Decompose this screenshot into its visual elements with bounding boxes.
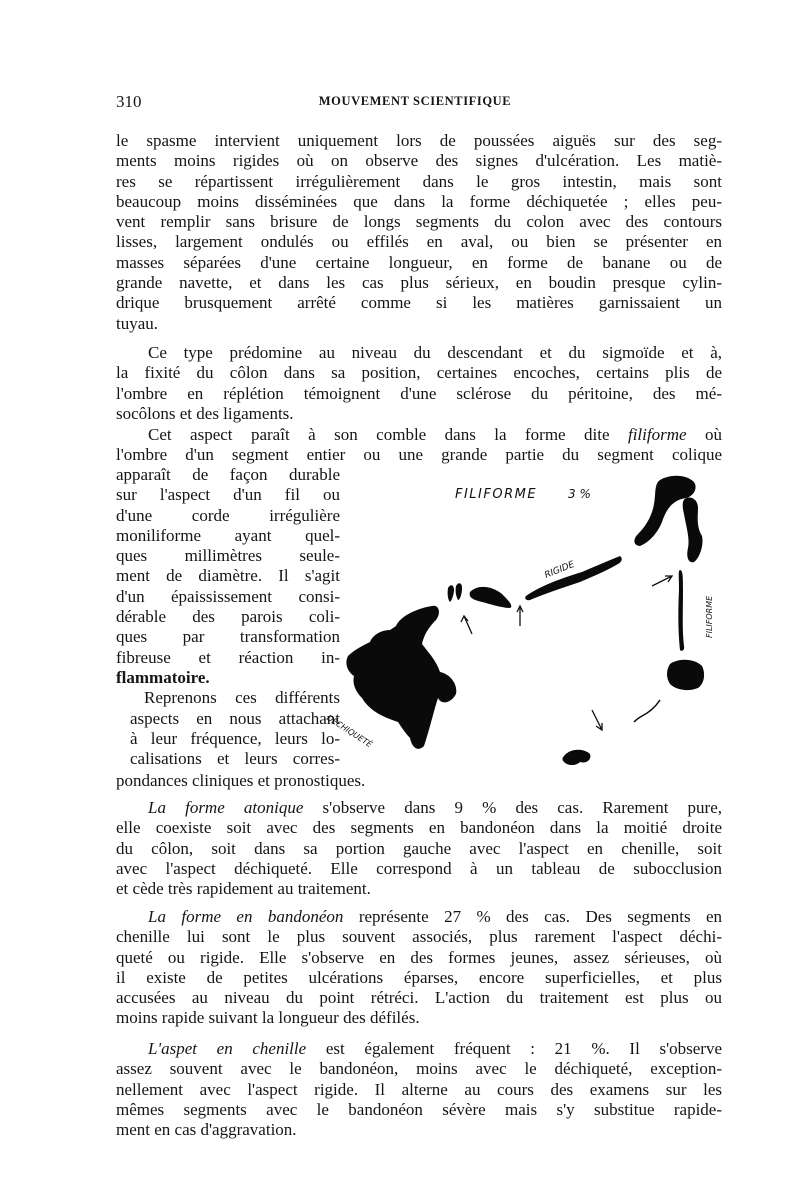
text-line: la fixité du côlon dans sa position, certaines encoches, certains plis de — [116, 363, 722, 383]
paragraph-chenille — [116, 1039, 722, 1140]
text-line: elle coexiste soit avec des segments en bandonéon dans la moitié droite — [116, 818, 722, 838]
text-line: calisations et leurs corres- — [130, 749, 340, 769]
text-line: moniliforme ayant quel- — [116, 525, 340, 545]
text-line: ques par transformation — [116, 627, 340, 647]
text-line: avec l'aspect déchiqueté. Elle correspond à un tableau de subocclusion — [116, 858, 722, 878]
term-atonique: La forme atonique — [148, 798, 304, 817]
sigmoid-thread — [634, 700, 660, 722]
paragraph-atonique — [116, 798, 722, 899]
text-line: moins rapide suivant la longueur des défilés. — [116, 1008, 420, 1028]
filament-segment — [456, 583, 462, 600]
colon-segment-right — [683, 497, 703, 562]
text-line: queté ou rigide. Elle s'observe en des formes jeunes, assez sérieuses, où — [116, 947, 722, 967]
text-run: s'observe dans 9 % des cas. Rarement pure, — [303, 798, 723, 817]
dechiquete-mass — [346, 606, 456, 749]
filiforme-thread — [678, 570, 684, 651]
arrow-icon — [652, 576, 672, 586]
text-line: d'une corde irrégulière — [116, 505, 340, 525]
text-line: d'un épaississement consi- — [116, 586, 340, 606]
page-number: 310 — [116, 92, 142, 111]
label-filiforme: FILIFORME — [705, 595, 714, 638]
narrow-paragraph — [116, 465, 340, 688]
arrow-icon — [461, 616, 472, 634]
arrow-icon — [592, 710, 602, 730]
text-line: ques millimètres seule- — [116, 546, 340, 566]
label-rigide: RIGIDE — [543, 559, 577, 581]
text-line — [116, 907, 722, 927]
text-line: apparaît de façon durable — [116, 465, 340, 484]
text-line: assez souvent avec le bandonéon, moins avec le déchiqueté, exception- — [116, 1059, 722, 1079]
narrow-paragraph — [116, 688, 340, 769]
text-line — [116, 1039, 722, 1059]
paragraph-type-predomine — [116, 343, 722, 424]
arrow-icon — [517, 606, 523, 626]
filament-segment — [448, 585, 454, 602]
text-run: où — [686, 425, 722, 444]
text-line: drique brusquement arrêté comme si les matières garnissaient un — [116, 293, 722, 313]
text-line — [116, 798, 722, 818]
colon-figure — [324, 466, 722, 772]
text-line: le spasme intervient uniquement lors de poussées aiguës sur des seg- — [116, 131, 722, 150]
text-line: sur l'aspect d'un fil ou — [116, 485, 340, 505]
figure-percent: 3 % — [568, 487, 591, 501]
text-line: l'ombre en réplétion témoignent d'une sclérose du péritoine, des mé- — [116, 383, 722, 403]
narrow-column — [116, 465, 340, 769]
term-filiforme: filiforme — [627, 425, 687, 444]
text-line: ment en cas d'aggravation. — [116, 1120, 297, 1140]
term-bandoneon: La forme en bandonéon — [148, 907, 344, 926]
text-run: Cet aspect paraît à son comble dans la forme dite — [148, 425, 628, 444]
text-line: ments moins rigides où on observe des signes d'ulcération. Les matiè- — [116, 151, 722, 171]
text-line: beaucoup moins disséminées que dans la forme déchiquetée ; elles peu- — [116, 191, 722, 211]
text-line: vent remplir sans brisure de longs segments du colon avec des contours — [116, 212, 722, 232]
text-line: du côlon, soit dans sa portion gauche avec l'aspect en chenille, soit — [116, 838, 722, 858]
text-line: mêmes segments avec le bandonéon sévère mais s'y substitue rapide- — [116, 1099, 722, 1119]
colon-radiograph-sketch — [324, 466, 722, 772]
text-line: il existe de petites ulcérations éparses, encore superficielles, et plus — [116, 967, 722, 987]
text-line: Ce type prédomine au niveau du descendant et du sigmoïde et à, — [148, 343, 722, 362]
text-run: est également fréquent : 21 %. Il s'observe — [306, 1039, 723, 1058]
text-line: lisses, largement ondulés ou effilés en aval, ou bien se présenter en — [116, 232, 722, 252]
text-run: représente 27 % des cas. Des segments en — [343, 907, 722, 926]
text-line — [116, 425, 722, 445]
text-line: l'ombre d'un segment entier ou une grande partie du segment colique — [116, 445, 722, 465]
text-line: tuyau. — [116, 313, 159, 333]
text-line: accusées au niveau du point rétréci. L'action du traitement est plus ou — [116, 988, 722, 1008]
paragraph-bandoneon — [116, 907, 722, 1029]
text-line: flammatoire. — [116, 667, 210, 687]
text-line: chenille lui sont le plus souvent associés, plus rarement l'aspect déchi- — [116, 927, 722, 947]
text-line: dérable des parois coli- — [116, 607, 340, 627]
filament-segment — [470, 587, 512, 608]
text-line: socôlons et des ligaments. — [116, 403, 294, 423]
paragraph-filiforme — [116, 425, 722, 466]
figure-title: FILIFORME — [455, 487, 538, 502]
text-line: fibreuse et réaction in- — [116, 647, 340, 667]
label-dechiquete: DÉCHIQUETÉ — [324, 713, 374, 750]
running-head: MOUVEMENT SCIENTIFIQUE — [318, 94, 512, 108]
text-line: aspects en nous attachant — [130, 708, 340, 728]
rectum-blob — [667, 660, 704, 690]
text-line: grande navette, et dans les cas plus sérieux, en boudin presque cylin- — [116, 273, 722, 293]
text-line: res se répartissent irrégulièrement dans le gros intestin, mais sont — [116, 171, 722, 191]
term-chenille: L'aspet en chenille — [148, 1039, 307, 1058]
small-blob — [563, 750, 591, 765]
text-line: Reprenons ces différents — [144, 688, 340, 708]
text-line: nellement avec l'aspect rigide. Il alterne au cours des examens sur les — [116, 1079, 722, 1099]
text-line: et cède très rapidement au traitement. — [116, 879, 371, 899]
rigide-segment — [525, 556, 622, 600]
text-line: à leur fréquence, leurs lo- — [130, 728, 340, 748]
text-line: ment de diamètre. Il s'agit — [116, 566, 340, 586]
page-header — [116, 92, 714, 112]
text-line: masses séparées d'une certaine longueur, en forme de banane ou de — [116, 252, 722, 272]
paragraph-spasme — [116, 131, 722, 334]
text-line: pondances cliniques et pronostiques. — [116, 771, 366, 790]
